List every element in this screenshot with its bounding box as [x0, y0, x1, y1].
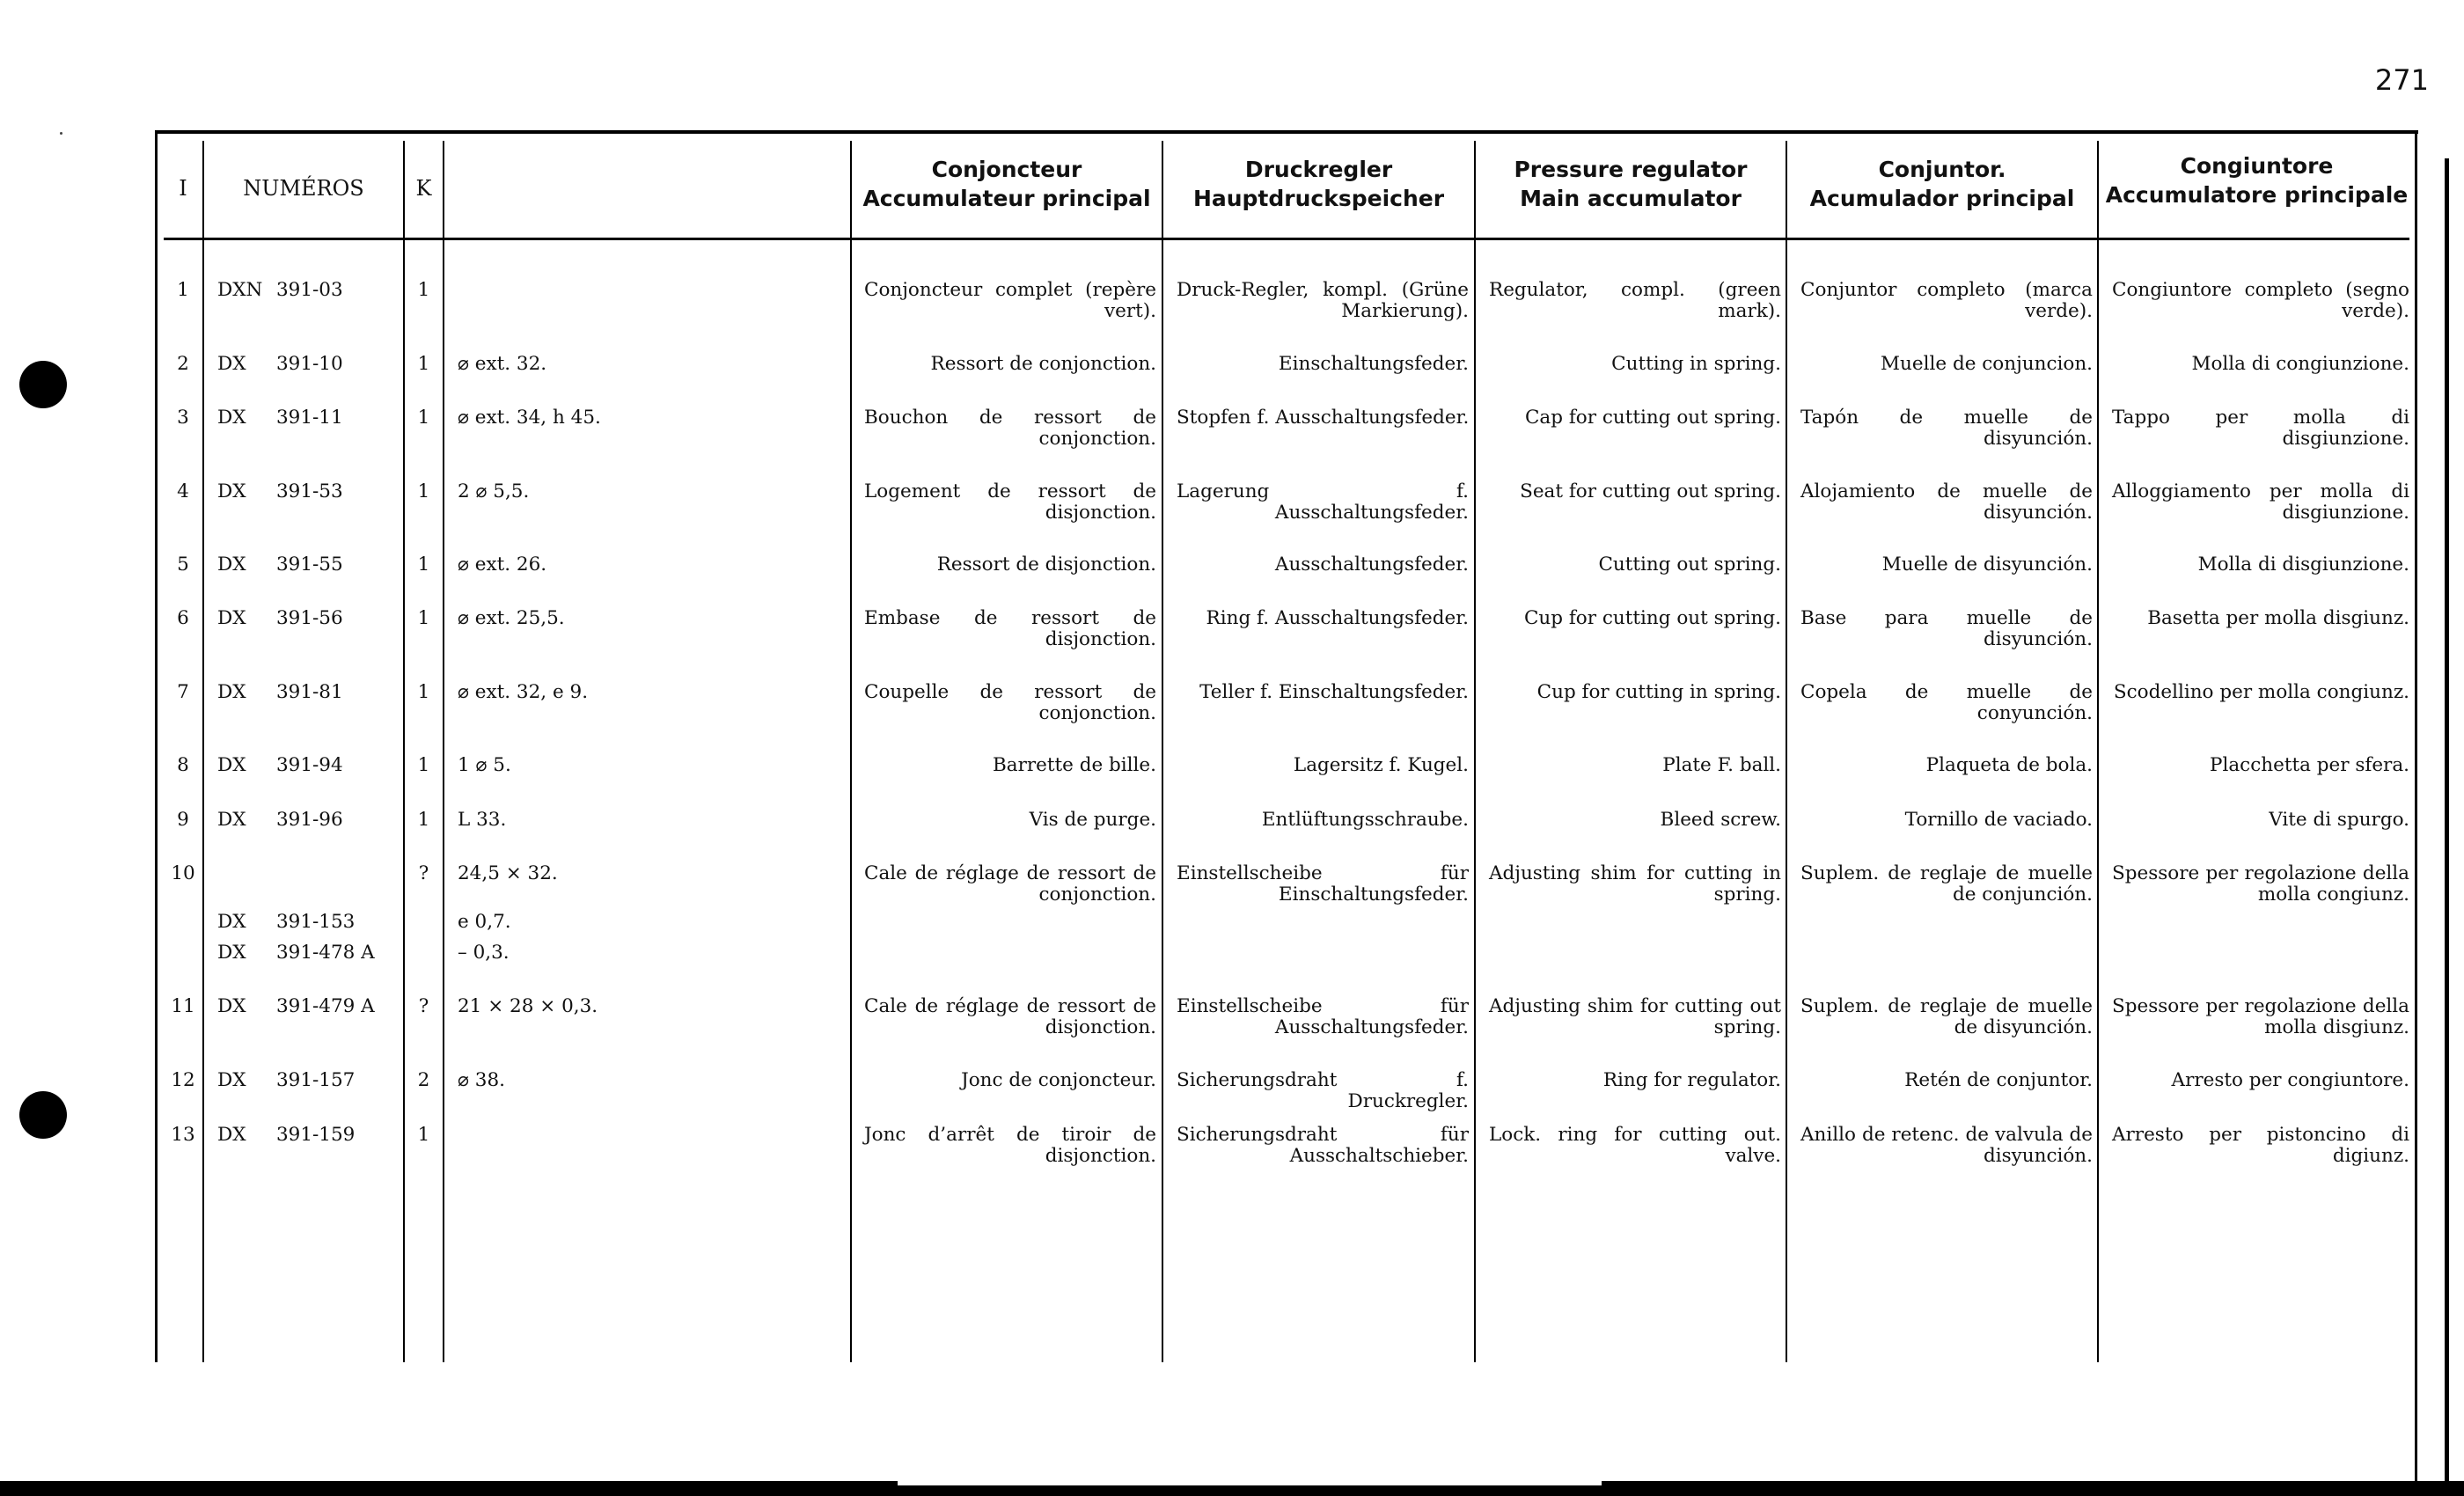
row-13-en: Ring for regulator.	[1602, 1069, 1781, 1091]
row-6-k: 1	[417, 681, 430, 703]
row-7-it: Placchetta per sfera.	[2210, 754, 2409, 776]
row-13-k: 2	[417, 1069, 430, 1091]
row-5-k: 1	[417, 607, 430, 629]
table-top-rule	[155, 130, 2418, 134]
row-0-de: Druck-Regler, kompl. (Grüne Markierung).	[1177, 279, 1469, 322]
row-8-spec: L 33.	[458, 809, 507, 831]
row-1-it: Molla di congiunzione.	[2191, 353, 2409, 375]
row-0-it: Congiuntore completo (segno verde).	[2112, 279, 2409, 322]
row-12-de: Einstellscheibe für Ausschaltungsfeder.	[1177, 995, 1469, 1038]
row-7-en: Plate F. ball.	[1662, 754, 1781, 776]
row-1-spec: ⌀ ext. 32.	[458, 353, 547, 375]
header-numbers: NUMÉROS	[243, 176, 364, 201]
row-0-fr: Conjoncteur complet (repère vert).	[864, 279, 1156, 322]
row-1-en: Cutting in spring.	[1611, 353, 1781, 375]
row-11-spec: – 0,3.	[458, 942, 510, 964]
row-10-number: 391-153	[276, 911, 356, 933]
row-7-es: Plaqueta de bola.	[1925, 754, 2093, 776]
row-13-number: 391-157	[276, 1069, 356, 1091]
row-6-de: Teller f. Einschaltungsfeder.	[1199, 681, 1469, 703]
row-13-spec: ⌀ 38.	[458, 1069, 505, 1091]
row-6-fr: Coupelle de ressort de conjonction.	[864, 681, 1156, 724]
row-7-prefix: DX	[217, 754, 246, 776]
row-5-fr: Embase de ressort de disjonction.	[864, 607, 1156, 650]
row-6-prefix: DX	[217, 681, 246, 703]
row-13-it: Arresto per congiuntore.	[2171, 1069, 2409, 1091]
row-2-fr: Bouchon de ressort de conjonction.	[864, 407, 1156, 450]
row-5-prefix: DX	[217, 607, 246, 629]
header-english: Pressure regulator Main accumulator	[1514, 157, 1748, 211]
row-5-it: Basetta per molla disgiunz.	[2147, 607, 2409, 629]
row-3-k: 1	[417, 480, 430, 502]
row-12-idx: 11	[171, 995, 195, 1017]
row-13-idx: 12	[171, 1069, 195, 1091]
row-0-es: Conjuntor completo (marca verde).	[1800, 279, 2093, 322]
row-13-prefix: DX	[217, 1069, 246, 1091]
row-4-spec: ⌀ ext. 26.	[458, 554, 547, 576]
row-2-k: 1	[417, 407, 430, 429]
row-5-number: 391-56	[276, 607, 343, 629]
row-14-prefix: DX	[217, 1124, 246, 1146]
row-2-de: Stopfen f. Ausschaltungsfeder.	[1177, 407, 1470, 429]
table-left-rule	[155, 130, 158, 1362]
row-5-en: Cup for cutting out spring.	[1523, 607, 1781, 629]
row-10-prefix: DX	[217, 911, 246, 933]
row-11-prefix: DX	[217, 942, 246, 964]
row-1-fr: Ressort de conjonction.	[930, 353, 1156, 375]
row-0-number: 391-03	[276, 279, 343, 301]
row-3-idx: 4	[177, 480, 189, 502]
row-8-de: Entlüftungsschraube.	[1261, 809, 1469, 831]
row-14-idx: 13	[171, 1124, 195, 1146]
row-8-en: Bleed screw.	[1660, 809, 1781, 831]
row-2-en: Cap for cutting out spring.	[1524, 407, 1781, 429]
row-5-spec: ⌀ ext. 25,5.	[458, 607, 565, 629]
row-4-en: Cutting out spring.	[1598, 554, 1781, 576]
row-12-fr: Cale de réglage de ressort de disjonction.	[864, 995, 1156, 1038]
row-14-number: 391-159	[276, 1124, 356, 1146]
row-14-de: Sicherungsdraht für Ausschaltschieber.	[1177, 1124, 1469, 1167]
row-8-fr: Vis de purge.	[1029, 809, 1156, 831]
row-1-prefix: DX	[217, 353, 246, 375]
row-4-k: 1	[417, 554, 430, 576]
header-k: K	[415, 176, 432, 201]
row-2-it: Tappo per molla di disgiunzione.	[2112, 407, 2409, 450]
header-german: Druckregler Hauptdruckspeicher	[1192, 157, 1445, 211]
row-4-prefix: DX	[217, 554, 246, 576]
row-3-spec: 2 ⌀ 5,5.	[458, 480, 530, 502]
col-sep-3	[443, 141, 444, 1362]
row-6-idx: 7	[177, 681, 189, 703]
row-3-de: Lagerung f. Ausschaltungsfeder.	[1177, 480, 1469, 524]
row-1-number: 391-10	[276, 353, 343, 375]
col-sep-8	[2097, 141, 2099, 1362]
row-13-fr: Jonc de conjoncteur.	[961, 1069, 1156, 1091]
row-4-fr: Ressort de disjonction.	[936, 554, 1156, 576]
row-6-number: 391-81	[276, 681, 343, 703]
col-sep-5	[1162, 141, 1163, 1362]
row-9-it: Spessore per regolazione della molla congiunz.	[2112, 862, 2409, 906]
row-4-es: Muelle de disyunción.	[1881, 554, 2093, 576]
row-13-es: Retén de conjuntor.	[1904, 1069, 2093, 1091]
row-3-it: Alloggiamento per molla di disgiunzione.	[2112, 480, 2409, 524]
row-12-es: Suplem. de reglaje de muelle de disyunción.	[1800, 995, 2093, 1038]
row-2-es: Tapón de muelle de disyunción.	[1800, 407, 2093, 450]
page-number: 271	[2374, 63, 2429, 97]
row-5-de: Ring f. Ausschaltungsfeder.	[1206, 607, 1469, 629]
row-6-spec: ⌀ ext. 32, e 9.	[458, 681, 589, 703]
header-index: I	[179, 176, 187, 201]
row-7-fr: Barrette de bille.	[992, 754, 1156, 776]
row-1-idx: 2	[177, 353, 189, 375]
row-9-spec: 24,5 × 32.	[458, 862, 558, 884]
header-french: Conjoncteur Accumulateur principal	[862, 157, 1151, 211]
row-0-k: 1	[417, 279, 430, 301]
row-0-idx: 1	[177, 279, 189, 301]
row-9-fr: Cale de réglage de ressort de conjonction.	[864, 862, 1156, 906]
row-9-en: Adjusting shim for cutting in spring.	[1489, 862, 1781, 906]
row-8-es: Tornillo de vaciado.	[1904, 809, 2093, 831]
row-3-fr: Logement de ressort de disjonction.	[864, 480, 1156, 524]
row-6-it: Scodellino per molla congiunz.	[2113, 681, 2409, 703]
row-3-prefix: DX	[217, 480, 246, 502]
row-8-number: 391-96	[276, 809, 343, 831]
row-2-idx: 3	[177, 407, 189, 429]
col-sep-2	[403, 141, 405, 1362]
row-6-es: Copela de muelle de conyunción.	[1800, 681, 2093, 724]
row-1-es: Muelle de conjuncion.	[1881, 353, 2093, 375]
page-bottom-edge	[0, 1485, 2464, 1496]
row-9-k: ?	[418, 862, 429, 884]
row-4-it: Molla di disgiunzione.	[2197, 554, 2409, 576]
header-italian: Congiuntore Accumulatore principale	[2105, 153, 2409, 208]
page-bottom-edge-left	[0, 1481, 898, 1486]
row-3-en: Seat for cutting out spring.	[1520, 480, 1781, 502]
row-14-es: Anillo de retenc. de valvula de disyunción.	[1800, 1124, 2093, 1167]
row-14-it: Arresto per pistoncino di digiunz.	[2112, 1124, 2409, 1167]
col-sep-4	[850, 141, 852, 1362]
row-5-es: Base para muelle de disyunción.	[1800, 607, 2093, 650]
page-edge-rule	[2445, 158, 2449, 1484]
row-6-en: Cup for cutting in spring.	[1536, 681, 1781, 703]
binder-hole-bottom	[19, 1091, 67, 1139]
row-14-fr: Jonc d’arrêt de tiroir de disjonction.	[864, 1124, 1156, 1167]
row-8-it: Vite di spurgo.	[2269, 809, 2409, 831]
row-8-prefix: DX	[217, 809, 246, 831]
table-right-rule	[2415, 130, 2417, 1484]
row-1-k: 1	[417, 353, 430, 375]
row-0-prefix: DXN	[217, 279, 263, 301]
row-12-k: ?	[418, 995, 429, 1017]
row-7-k: 1	[417, 754, 430, 776]
scan-speck	[60, 132, 62, 135]
row-12-prefix: DX	[217, 995, 246, 1017]
row-12-en: Adjusting shim for cutting out spring.	[1489, 995, 1781, 1038]
row-12-it: Spessore per regolazione della molla disgiunz.	[2112, 995, 2409, 1038]
row-8-k: 1	[417, 809, 430, 831]
row-2-prefix: DX	[217, 407, 246, 429]
row-11-number: 391-478 A	[276, 942, 375, 964]
row-0-en: Regulator, compl. (green mark).	[1489, 279, 1781, 322]
row-10-spec: e 0,7.	[458, 911, 511, 933]
header-spanish: Conjuntor. Acumulador principal	[1809, 157, 2075, 211]
row-7-number: 391-94	[276, 754, 343, 776]
row-7-idx: 8	[177, 754, 189, 776]
row-13-de: Sicherungsdraht f. Druckregler.	[1177, 1069, 1469, 1112]
row-9-de: Einstellscheibe für Einschaltungsfeder.	[1177, 862, 1469, 906]
row-9-idx: 10	[171, 862, 195, 884]
row-12-number: 391-479 A	[276, 995, 375, 1017]
row-12-spec: 21 × 28 × 0,3.	[458, 995, 598, 1017]
row-8-idx: 9	[177, 809, 189, 831]
row-1-de: Einschaltungsfeder.	[1278, 353, 1469, 375]
col-sep-1	[202, 141, 204, 1362]
header-bottom-rule	[164, 238, 2409, 240]
col-sep-6	[1474, 141, 1476, 1362]
row-5-idx: 6	[177, 607, 189, 629]
row-3-number: 391-53	[276, 480, 343, 502]
row-4-number: 391-55	[276, 554, 343, 576]
page-bottom-edge-right	[1602, 1481, 2464, 1486]
row-9-es: Suplem. de reglaje de muelle de conjunción.	[1800, 862, 2093, 906]
col-sep-7	[1786, 141, 1787, 1362]
row-14-en: Lock. ring for cutting out. valve.	[1489, 1124, 1781, 1167]
row-14-k: 1	[417, 1124, 430, 1146]
row-4-de: Ausschaltungsfeder.	[1274, 554, 1469, 576]
row-4-idx: 5	[177, 554, 189, 576]
row-3-es: Alojamiento de muelle de disyunción.	[1800, 480, 2093, 524]
row-2-number: 391-11	[276, 407, 343, 429]
row-7-de: Lagersitz f. Kugel.	[1293, 754, 1469, 776]
binder-hole-top	[19, 361, 67, 408]
row-2-spec: ⌀ ext. 34, h 45.	[458, 407, 601, 429]
row-7-spec: 1 ⌀ 5.	[458, 754, 511, 776]
